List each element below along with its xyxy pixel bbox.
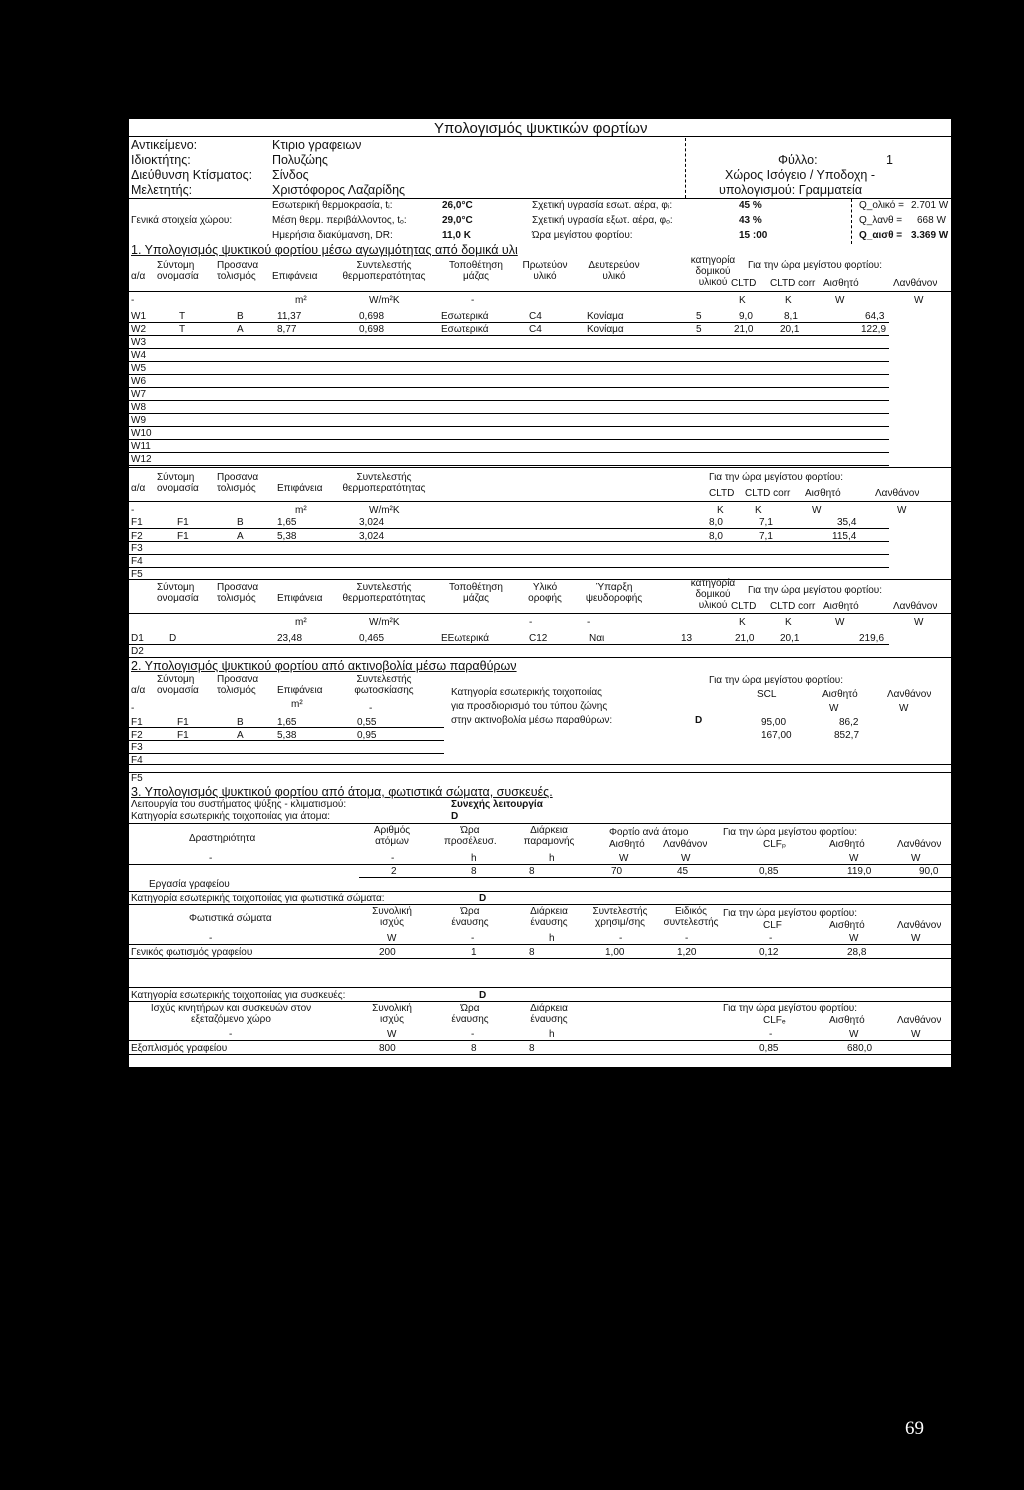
label-owner: Ιδιοκτήτης: (131, 153, 191, 167)
value-owner: Πολυζώης (272, 153, 328, 167)
wall-row-empty: W7 (131, 389, 146, 400)
wall-row-empty: W3 (131, 337, 146, 348)
wall-row-empty: W10 (131, 428, 152, 439)
wall-row-empty: W4 (131, 350, 146, 361)
wall-row-empty: W8 (131, 402, 146, 413)
section1-title: 1. Υπολογισμός ψυκτικού φορτίου μέσω αγωγιμότητας από δομικά υλι (131, 243, 518, 257)
calculation-sheet: Υπολογισμός ψυκτικών φορτίων Αντικείμενο: Ιδιοκτήτης: Διεύθυνση Κτίσματος: Μελετητής: Κτιριο γραφειων Πολυζώης Σίνδος Χριστόφορος Λαζαρίδης Φύλλο: 1 Χώρος Ισόγειο / Υποδοχη - υπολογισμού: Γραμματεία Γενικά στοιχεία χώρου: Εσωτερική θερμοκρασία, tᵢ: 26,0°C Σχετική υγρασία εσωτ. αέρα, φᵢ: 45 % Q_ολικό = 2.701 W Μέση θερμ. περιβάλλοντος, tₒ: 29,0°C Σχετική υγρασία εξωτ. αέρα, φₒ: 43 % Q_λανθ = 668 W Ημερήσια διακύμανση, DR: 11,0 K Ώρα μεγίστου φορτίου: 15 :00 Q_αισθ = 3.369 W 1. Υπολογισμός ψυκτικού φορτίου μέσω αγωγιμότητας από δομικά υλι α/α Σύντομη ονομασία Προσανα τολισμός Επιφάνεια Συντελεστής θερμοπερατότητας Τοποθέτηση μάζας Πρωτεύον υλικό Δευτερεύον υλικό κατηγορία δομικού υλικού Για την ώρα μεγίστου φορτίου: CLTD CLTD corr Αισθητό Λανθάνον - m² W/m²K - K K W W W1 T B 11,37 0,698 Εσωτερικά C4 Κονίαμα 5 9,0 8,1 64,3 W2 T A 8,77 0,698 Εσωτερικά C4 Κονίαμα 5 21,0 20,1 122,9 W3 W4 W5 W6 W7 W8 W9 W10 W11 W12 α/α Σύντομη ονομασία Προσανα τολισμός Επιφάνεια Συντελεστής θερμοπερατότητας Για την ώρα μεγίστου φορτίου: CLTD CLTD corr Αισθητό Λανθάνον - m² W/m²K K K W W F1 F1 B 1,65 3,024 8,0 7,1 35,4 F2 F1 A 5,38 3,024 8,0 7,1 115,4 F3 F4 F5 Σύντομη ονομασία Προσανα τολισμός Επιφάνεια Συντελεστής θερμοπερατότητας Τοποθέτηση μάζας Υλικό οροφής Ύπαρξη ψευδοροφής κατηγορία δομικού υλικού Για την ώρα μεγίστου φορτίου: CLTD CLTD corr Αισθητό Λανθάνον m² W/m²K - - K K W W D1 D 23,48 0,465 ΕΕωτερικά C12 Ναι 13 21,0 20,1 219,6 D2 2. Υπολογισμός ψυκτικού φορτίου από ακτινοβολία μέσω παραθύρων α/α Σύντομη ονομασία Προσανα τολισμός Επιφάνεια Συντελεστής φωτοσκίασης Για την ώρα μεγίστου φορτίου: SCL Αισθητό Λανθάνον Κατηγορία εσωτερικής τοιχοποιίας για προσδιορισμό του τύπου ζώνης στην ακτινοβολία μέσω παραθύρων: D - m² - W W F1 F1 B 1,65 0,55 95,00 86,2 F2 F1 A 5,38 0,95 167,00 852,7 F3 F4 (128, 118, 952, 773)
wall-row-empty: W5 (131, 363, 146, 374)
value-address: Σίνδος (272, 168, 309, 182)
sheet-number: 1 (886, 153, 893, 167)
page-number: 69 (905, 1418, 924, 1439)
wall-row-empty: W11 (131, 441, 151, 452)
wall-row-empty: W12 (131, 454, 152, 465)
space-name-2: υπολογισμού: Γραμματεία (719, 183, 863, 197)
space-name: Χώρος Ισόγειο / Υποδοχη - (725, 168, 875, 182)
wall-row-empty: W6 (131, 376, 146, 387)
section2-title: 2. Υπολογισμός ψυκτικού φορτίου από ακτινοβολία μέσω παραθύρων (131, 659, 517, 673)
value-engineer: Χριστόφορος Λαζαρίδης (272, 183, 406, 197)
label-object: Αντικείμενο: (131, 138, 198, 152)
label-engineer: Μελετητής: (131, 183, 193, 197)
calculation-sheet-continued: F5 3. Υπολογισμός ψυκτικού φορτίου από άτομα, φωτιστικά σώματα, συσκευές. Λειτουργία του συστήματος ψύξης - κλιματισμού: Συνεχής λειτουργία Κατηγορία εσωτερικής τοιχοποιίας για άτομα: D Δραστηριότητα Αριθμός ατόμων Ώρα προσέλευσ. Διάρκεια παραμονής Φορτίο ανά άτομο Αισθητό Λανθάνον Για την ώρα μεγίστου φορτίου: CLFₚ Αισθητό Λανθάνον - - h h W W W W 2 8 8 70 45 0,85 119,0 90,0 Εργασία γραφείου Κατηγορία εσωτερικής τοιχοποιίας για φωτιστικά σώματα: D Φωτιστικά σώματα Συνολική ισχύς Ώρα έναυσης Διάρκεια έναυσης Συντελεστής χρησιμ/σης Ειδικός συντελεστής Για την ώρα μεγίστου φορτίου: CLF Αισθητό Λανθάνον - W - h - - - W W Γενικός φωτισμός γραφείου 200 1 8 1,00 1,20 0,12 28,8 Κατηγορία εσωτερικής τοιχοποιίας για συσκευές: D Ισχύς κινητήρων και συσκευών στον εξεταζόμενο χώρο Συνολική ισχύς Ώρα έναυσης Διάρκεια έναυσης Για την ώρα μεγίστου φορτίου: CLFₑ Αισθητό Λανθάνον - W - h - W W Εξοπλισμός γραφείου 800 8 8 0,85 680,0 (128, 773, 952, 1068)
sheet-label: Φύλλο: (778, 153, 818, 167)
section3-title: 3. Υπολογισμός ψυκτικού φορτίου από άτομα, φωτιστικά σώματα, συσκευές. (131, 785, 553, 799)
value-object: Κτιριο γραφειων (272, 138, 362, 152)
wall-row-empty: W9 (131, 415, 146, 426)
sheet-title: Υπολογισμός ψυκτικών φορτίων (434, 120, 648, 137)
general-label: Γενικά στοιχεία χώρου: (131, 215, 233, 226)
label-address: Διεύθυνση Κτίσματος: (131, 168, 253, 182)
